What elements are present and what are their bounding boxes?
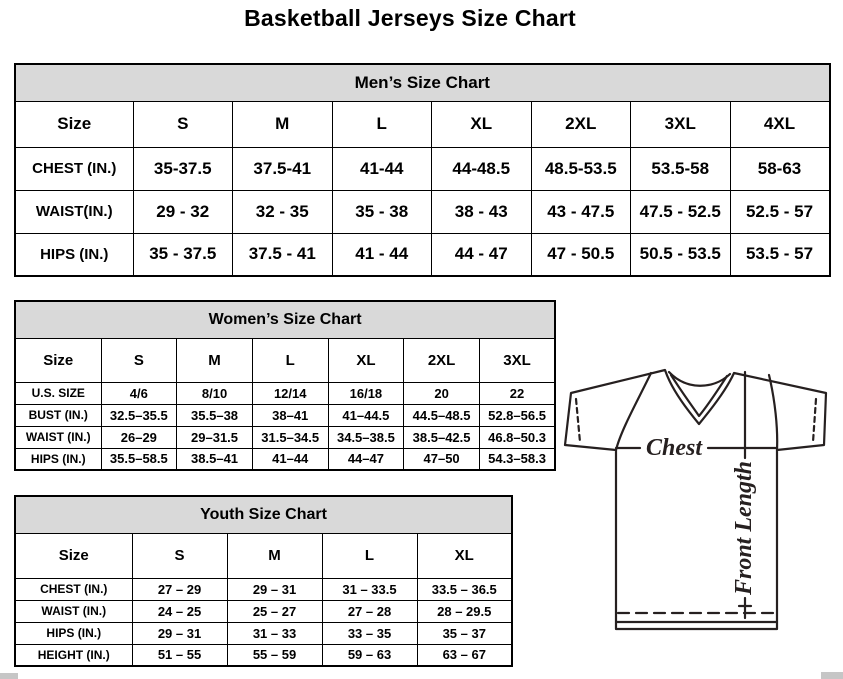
- table-cell: 29 - 32: [133, 190, 233, 233]
- row-label: WAIST (IN.): [15, 426, 101, 448]
- jersey-outline: [565, 370, 826, 629]
- column-header: Size: [15, 338, 101, 382]
- table-cell: 47.5 - 52.5: [631, 190, 731, 233]
- table-cell: 53.5 - 57: [730, 233, 830, 276]
- table-row: [15, 600, 512, 622]
- column-header: 4XL: [730, 101, 830, 147]
- table-row: [15, 622, 512, 644]
- table-cell: 20: [404, 382, 480, 404]
- column-header: M: [177, 338, 253, 382]
- column-header: L: [252, 338, 328, 382]
- table-cell: 28 – 29.5: [417, 600, 512, 622]
- column-header: 3XL: [631, 101, 731, 147]
- table-cell: 38.5–41: [177, 448, 253, 470]
- table-cell: 29–31.5: [177, 426, 253, 448]
- jersey-diagram: [558, 366, 843, 632]
- table-cell: 44.5–48.5: [404, 404, 480, 426]
- column-header: XL: [432, 101, 532, 147]
- table-cell: 41–44: [252, 448, 328, 470]
- table-cell: 48.5-53.5: [531, 147, 631, 190]
- column-header: 3XL: [479, 338, 555, 382]
- table-row: [15, 382, 555, 404]
- column-header: Size: [15, 533, 132, 578]
- table-cell: 25 – 27: [227, 600, 322, 622]
- column-header: L: [332, 101, 432, 147]
- row-label: CHEST (IN.): [15, 147, 133, 190]
- table-cell: 26–29: [101, 426, 177, 448]
- table-cell: 41–44.5: [328, 404, 404, 426]
- table-row: [15, 644, 512, 666]
- table-cell: 58-63: [730, 147, 830, 190]
- table-cell: 31 – 33: [227, 622, 322, 644]
- table-row: [15, 426, 555, 448]
- youth-table-title: Youth Size Chart: [15, 496, 512, 533]
- table-cell: 16/18: [328, 382, 404, 404]
- table-row: [15, 190, 830, 233]
- youth-size-table: [14, 495, 513, 667]
- column-header: XL: [417, 533, 512, 578]
- table-cell: 44-48.5: [432, 147, 532, 190]
- table-cell: 35 - 38: [332, 190, 432, 233]
- row-label: U.S. SIZE: [15, 382, 101, 404]
- table-cell: 43 - 47.5: [531, 190, 631, 233]
- column-header: Size: [15, 101, 133, 147]
- table-cell: 32.5–35.5: [101, 404, 177, 426]
- table-cell: 35.5–38: [177, 404, 253, 426]
- table-cell: 31.5–34.5: [252, 426, 328, 448]
- table-cell: 44–47: [328, 448, 404, 470]
- table-cell: 37.5-41: [233, 147, 333, 190]
- table-cell: 55 – 59: [227, 644, 322, 666]
- table-cell: 38.5–42.5: [404, 426, 480, 448]
- table-cell: 52.8–56.5: [479, 404, 555, 426]
- table-cell: 51 – 55: [132, 644, 227, 666]
- table-cell: 4/6: [101, 382, 177, 404]
- table-cell: 35 – 37: [417, 622, 512, 644]
- right-armhole-seam: [769, 375, 777, 450]
- page-title: Basketball Jerseys Size Chart: [244, 5, 576, 31]
- table-cell: 12/14: [252, 382, 328, 404]
- column-header: L: [322, 533, 417, 578]
- table-cell: 63 – 67: [417, 644, 512, 666]
- column-header: M: [233, 101, 333, 147]
- column-header: S: [132, 533, 227, 578]
- table-cell: 22: [479, 382, 555, 404]
- row-label: HIPS (IN.): [15, 622, 132, 644]
- table-cell: 27 – 28: [322, 600, 417, 622]
- table-cell: 47 - 50.5: [531, 233, 631, 276]
- column-header: S: [133, 101, 233, 147]
- table-cell: 41-44: [332, 147, 432, 190]
- table-cell: 35.5–58.5: [101, 448, 177, 470]
- table-row: [15, 448, 555, 470]
- table-cell: 38–41: [252, 404, 328, 426]
- table-cell: 46.8–50.3: [479, 426, 555, 448]
- table-cell: 35 - 37.5: [133, 233, 233, 276]
- table-cell: 32 - 35: [233, 190, 333, 233]
- table-cell: 41 - 44: [332, 233, 432, 276]
- womens-table-title: Women’s Size Chart: [15, 301, 555, 338]
- column-header: 2XL: [531, 101, 631, 147]
- table-cell: 53.5-58: [631, 147, 731, 190]
- table-cell: 34.5–38.5: [328, 426, 404, 448]
- chest-label: Chest: [645, 435, 703, 461]
- table-cell: 52.5 - 57: [730, 190, 830, 233]
- table-cell: 24 – 25: [132, 600, 227, 622]
- page-edge-fragment-right: [821, 672, 843, 679]
- front-length-label: Front Length: [731, 460, 757, 596]
- table-cell: 59 – 63: [322, 644, 417, 666]
- row-label: HEIGHT (IN.): [15, 644, 132, 666]
- table-cell: 44 - 47: [432, 233, 532, 276]
- table-cell: 35-37.5: [133, 147, 233, 190]
- table-cell: 54.3–58.3: [479, 448, 555, 470]
- column-header: 2XL: [404, 338, 480, 382]
- womens-size-table: [14, 300, 556, 471]
- row-label: CHEST (IN.): [15, 578, 132, 600]
- table-row: [15, 578, 512, 600]
- table-row: [15, 147, 830, 190]
- column-header: M: [227, 533, 322, 578]
- mens-table-title: Men’s Size Chart: [15, 64, 830, 101]
- table-cell: 38 - 43: [432, 190, 532, 233]
- left-cuff-dashed-line: [576, 399, 580, 442]
- page-edge-fragment-left: [0, 673, 18, 679]
- table-row: [15, 233, 830, 276]
- table-cell: 33 – 35: [322, 622, 417, 644]
- column-header: S: [101, 338, 177, 382]
- table-cell: 8/10: [177, 382, 253, 404]
- table-row: [15, 404, 555, 426]
- table-cell: 29 – 31: [227, 578, 322, 600]
- row-label: WAIST(IN.): [15, 190, 133, 233]
- column-header: XL: [328, 338, 404, 382]
- row-label: BUST (IN.): [15, 404, 101, 426]
- row-label: HIPS (IN.): [15, 233, 133, 276]
- table-cell: 47–50: [404, 448, 480, 470]
- table-cell: 33.5 – 36.5: [417, 578, 512, 600]
- table-cell: 37.5 - 41: [233, 233, 333, 276]
- row-label: HIPS (IN.): [15, 448, 101, 470]
- mens-size-table: [14, 63, 831, 277]
- table-cell: 50.5 - 53.5: [631, 233, 731, 276]
- table-cell: 31 – 33.5: [322, 578, 417, 600]
- table-cell: 27 – 29: [132, 578, 227, 600]
- right-cuff-dashed-line: [813, 399, 816, 442]
- row-label: WAIST (IN.): [15, 600, 132, 622]
- table-cell: 29 – 31: [132, 622, 227, 644]
